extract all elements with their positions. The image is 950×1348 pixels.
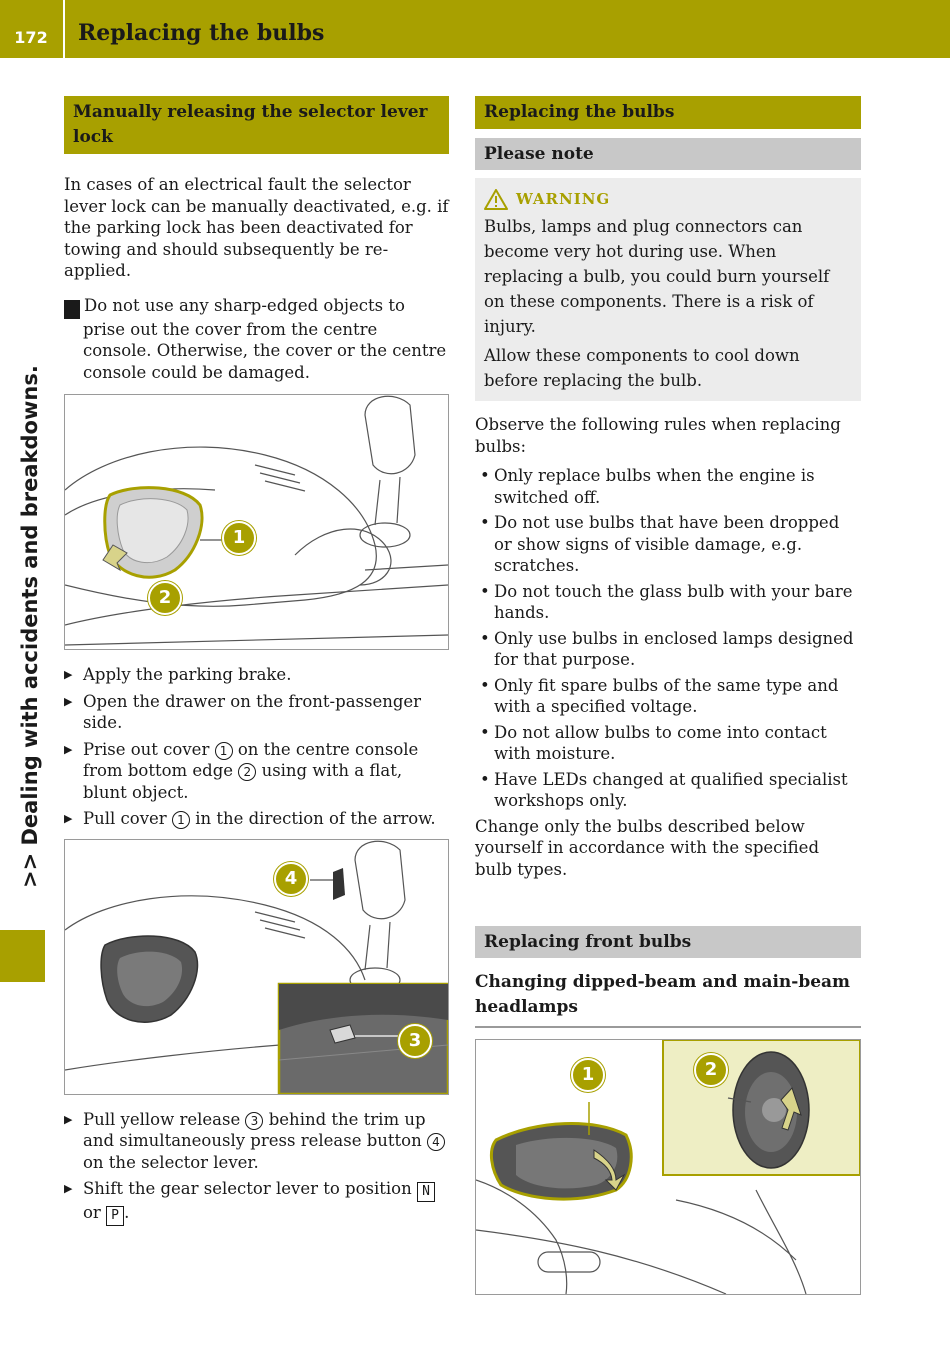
rule-item: • Only replace bulbs when the engine is switched off.	[475, 465, 861, 508]
figure-yellow-release	[64, 839, 449, 1095]
chapter-side-tab: >> Dealing with accidents and breakdowns.	[18, 365, 42, 888]
figure3-callout-1: 1	[571, 1058, 605, 1092]
steps-list-2	[64, 1109, 449, 1227]
warning-text-1: Bulbs, lamps and plug connectors can become very hot during use. When replacing a bulb, you could burn yourself on these components. There is a risk of injury.	[484, 217, 830, 336]
warning-box	[475, 178, 861, 401]
step-pull-yellow-release: ▶ Pull yellow release 3 behind the trim up and simultaneously press release button 4 on the selector lever.	[64, 1109, 449, 1174]
rule-item: • Do not touch the glass bulb with your bare hands.	[475, 581, 861, 624]
caution-icon: !	[64, 300, 80, 319]
step-pull-cover: ▶ Pull cover 1 in the direction of the arrow.	[64, 808, 449, 830]
callout-3-icon: 3	[245, 1112, 263, 1130]
callout-1-icon: 1	[172, 811, 190, 829]
rule-item: • Only use bulbs in enclosed lamps designed for that purpose.	[475, 628, 861, 671]
rules-list	[475, 465, 861, 812]
console-cover-illustration	[65, 395, 448, 649]
figure-console-cover	[64, 394, 449, 650]
callout-1-icon: 1	[215, 742, 233, 760]
right-column	[475, 96, 861, 1295]
steps-list-1	[64, 664, 449, 830]
page-number: 172	[14, 28, 48, 47]
headlamps-subheading: Changing dipped-beam and main-beam headlamps	[475, 970, 861, 1028]
rule-item: • Only fit spare bulbs of the same type and with a specified voltage.	[475, 675, 861, 718]
header-divider	[63, 0, 65, 58]
callout-2-icon: 2	[238, 763, 256, 781]
step-open-drawer: ▶ Open the drawer on the front-passenger side.	[64, 691, 449, 734]
caution-text: Do not use any sharp-edged objects to prise out the cover from the centre console. Otherwise, the cover or the centre console could be damaged.	[83, 295, 447, 382]
rule-item: • Do not use bulbs that have been dropped or show signs of visible damage, e.g. scratches.	[475, 512, 861, 577]
intro-paragraph: In cases of an electrical fault the selector lever lock can be manually deactivated, e.g. if the parking lock has been deactivated for towing and should subsequently be re-applied.	[64, 175, 449, 280]
please-note-heading: Please note	[475, 138, 861, 170]
rule-item: • Do not allow bulbs to come into contact with moisture.	[475, 722, 861, 765]
warning-header	[484, 184, 852, 214]
page-header	[0, 0, 950, 58]
callout-4-icon: 4	[427, 1133, 445, 1151]
closing-paragraph: Change only the bulbs described below yourself in accordance with the specified bulb types.	[475, 816, 820, 879]
step-prise-out-cover: ▶ Prise out cover 1 on the centre console from bottom edge 2 using with a flat, blunt object.	[64, 739, 449, 804]
section-heading-replacing-bulbs: Replacing the bulbs	[475, 96, 861, 129]
step-apply-parking-brake: ▶ Apply the parking brake.	[64, 664, 449, 686]
figure2-callout-3: 3	[398, 1024, 432, 1058]
chapter-tab-marker	[0, 930, 45, 982]
figure3-callout-2: 2	[694, 1053, 728, 1087]
step-shift-gear: ▶ Shift the gear selector lever to position N or P .	[64, 1178, 449, 1226]
gear-p-key: P	[106, 1206, 124, 1226]
yellow-release-illustration	[65, 840, 448, 1094]
page-title: Replacing the bulbs	[78, 20, 325, 46]
section-heading-selector-lock: Manually releasing the selector lever lock	[64, 96, 449, 154]
warning-triangle-icon	[484, 189, 508, 210]
figure1-callout-1: 1	[222, 521, 256, 555]
left-column	[59, 96, 449, 1231]
headlamp-illustration	[476, 1040, 860, 1294]
caution-note	[59, 295, 449, 384]
warning-label: WARNING	[516, 190, 611, 208]
warning-text-2: Allow these components to cool down before replacing the bulb.	[484, 346, 800, 390]
figure-headlamp	[475, 1039, 861, 1295]
front-bulbs-heading: Replacing front bulbs	[475, 926, 861, 958]
figure1-callout-2: 2	[148, 581, 182, 615]
rule-item: • Have LEDs changed at qualified specialist workshops only.	[475, 769, 861, 812]
rules-intro: Observe the following rules when replacing bulbs:	[475, 415, 841, 456]
figure2-callout-4: 4	[274, 862, 308, 896]
gear-n-key: N	[417, 1182, 435, 1202]
